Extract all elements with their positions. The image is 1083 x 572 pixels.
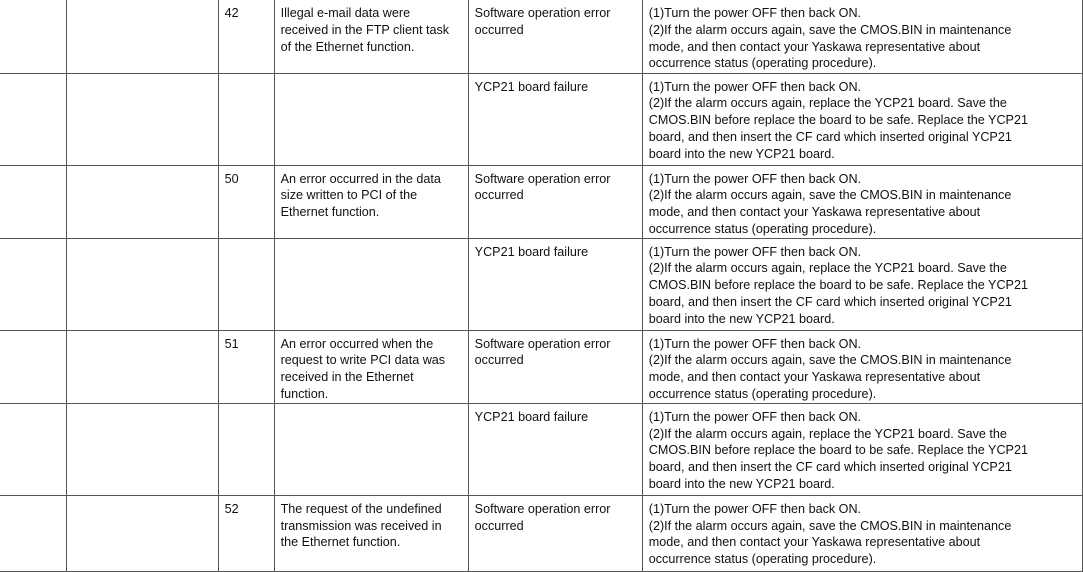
table-row [0, 0, 1083, 73]
remedy-cell [642, 165, 1082, 238]
alarm-number-cell [0, 238, 66, 330]
cause-line: Software operation error [474, 501, 611, 516]
remedy-line: occurrence status (operating procedure). [648, 552, 877, 567]
alarm-name-cell [66, 403, 218, 495]
remedy-line: (1)Turn the power OFF then back ON. [648, 6, 862, 20]
cause-line: YCP21 board failure [474, 409, 589, 424]
meaning-cell [274, 495, 468, 571]
meaning-cell [274, 165, 468, 238]
remedy-line: (2)If the alarm occurs again, replace the YCP21 board. Save the [648, 426, 1007, 441]
alarm-name-cell [66, 495, 218, 571]
remedy-cell [642, 0, 1082, 73]
alarm-name-cell [66, 73, 218, 165]
sub-code: 51 [224, 336, 239, 351]
table-row [0, 495, 1083, 571]
table-row [0, 165, 1083, 238]
alarm-number-cell [0, 330, 66, 403]
alarm-name-cell [66, 165, 218, 238]
remedy-line: board, and then insert the CF card which inserted original YCP21 [648, 295, 1012, 310]
remedy-line: (1)Turn the power OFF then back ON. [648, 501, 862, 516]
table-row [0, 238, 1083, 330]
meaning-line: The request of the undefined [280, 501, 442, 516]
meaning-line: Illegal e-mail data were [280, 6, 411, 20]
remedy-line: occurrence status (operating procedure). [648, 387, 877, 402]
remedy-line: occurrence status (operating procedure). [648, 56, 877, 71]
cause-line: Software operation error [474, 171, 611, 186]
cause-line: occurred [474, 22, 524, 37]
table-row [0, 330, 1083, 403]
sub-code-cell [218, 0, 274, 73]
meaning-line: function. [280, 387, 329, 402]
meaning-line: received in the Ethernet [280, 370, 414, 385]
remedy-line: (1)Turn the power OFF then back ON. [648, 244, 862, 259]
cause-cell [468, 330, 642, 403]
remedy-line: (2)If the alarm occurs again, save the CMOS.BIN in maintenance [648, 518, 1012, 533]
alarm-name-cell [66, 238, 218, 330]
meaning-cell [274, 73, 468, 165]
meaning-line: size written to PCI of the [280, 188, 418, 203]
cause-line: Software operation error [474, 6, 611, 20]
sub-code: 42 [224, 6, 239, 20]
remedy-line: CMOS.BIN before replace the board to be safe. Replace the YCP21 [648, 113, 1028, 128]
alarm-name-cell [66, 330, 218, 403]
remedy-line: mode, and then contact your Yaskawa representative about [648, 205, 981, 220]
sub-code-cell [218, 238, 274, 330]
sub-code-cell [218, 403, 274, 495]
remedy-line: board, and then insert the CF card which inserted original YCP21 [648, 129, 1012, 144]
meaning-line: Ethernet function. [280, 205, 380, 220]
remedy-line: (2)If the alarm occurs again, save the CMOS.BIN in maintenance [648, 22, 1012, 37]
remedy-cell [642, 73, 1082, 165]
remedy-line: (1)Turn the power OFF then back ON. [648, 336, 862, 351]
cause-line: YCP21 board failure [474, 79, 589, 94]
cause-cell [468, 403, 642, 495]
cause-cell [468, 73, 642, 165]
sub-code-cell [218, 330, 274, 403]
cause-line: Software operation error [474, 336, 611, 351]
alarm-number-cell [0, 165, 66, 238]
sub-code: 50 [224, 171, 239, 186]
alarm-number-cell [0, 73, 66, 165]
cause-cell [468, 0, 642, 73]
remedy-line: board into the new YCP21 board. [648, 311, 835, 326]
meaning-line: An error occurred when the [280, 336, 434, 351]
sub-code-cell [218, 73, 274, 165]
remedy-cell [642, 238, 1082, 330]
alarm-number-cell [0, 403, 66, 495]
meaning-line: the Ethernet function. [280, 535, 401, 550]
remedy-line: (2)If the alarm occurs again, save the CMOS.BIN in maintenance [648, 188, 1012, 203]
meaning-line: of the Ethernet function. [280, 39, 415, 54]
meaning-cell [274, 403, 468, 495]
cause-line: occurred [474, 353, 524, 368]
remedy-line: (1)Turn the power OFF then back ON. [648, 409, 862, 424]
remedy-line: (2)If the alarm occurs again, replace the YCP21 board. Save the [648, 261, 1007, 276]
remedy-line: (2)If the alarm occurs again, replace the YCP21 board. Save the [648, 96, 1007, 111]
remedy-cell [642, 403, 1082, 495]
cause-line: occurred [474, 188, 524, 203]
remedy-line: board into the new YCP21 board. [648, 477, 835, 492]
meaning-cell [274, 0, 468, 73]
remedy-line: mode, and then contact your Yaskawa representative about [648, 370, 981, 385]
cause-line: YCP21 board failure [474, 244, 589, 259]
alarm-number-cell [0, 0, 66, 73]
table-row [0, 403, 1083, 495]
alarm-name-cell [66, 0, 218, 73]
remedy-line: (1)Turn the power OFF then back ON. [648, 171, 862, 186]
remedy-line: CMOS.BIN before replace the board to be safe. Replace the YCP21 [648, 443, 1028, 458]
cause-cell [468, 238, 642, 330]
meaning-line: transmission was received in [280, 518, 442, 533]
cause-cell [468, 495, 642, 571]
remedy-line: (2)If the alarm occurs again, save the CMOS.BIN in maintenance [648, 353, 1012, 368]
remedy-cell [642, 330, 1082, 403]
sub-code-cell [218, 495, 274, 571]
alarm-number-cell [0, 495, 66, 571]
meaning-line: request to write PCI data was [280, 353, 446, 368]
remedy-line: mode, and then contact your Yaskawa representative about [648, 535, 981, 550]
remedy-line: mode, and then contact your Yaskawa representative about [648, 39, 981, 54]
remedy-line: occurrence status (operating procedure). [648, 221, 877, 236]
remedy-line: board into the new YCP21 board. [648, 146, 835, 161]
cause-cell [468, 165, 642, 238]
sub-code-cell [218, 165, 274, 238]
remedy-line: (1)Turn the power OFF then back ON. [648, 79, 862, 94]
sub-code: 52 [224, 501, 239, 516]
meaning-line: An error occurred in the data [280, 171, 441, 186]
remedy-line: CMOS.BIN before replace the board to be safe. Replace the YCP21 [648, 278, 1028, 293]
table-row [0, 73, 1083, 165]
meaning-cell [274, 330, 468, 403]
remedy-cell [642, 495, 1082, 571]
meaning-cell [274, 238, 468, 330]
cause-line: occurred [474, 518, 524, 533]
remedy-line: board, and then insert the CF card which inserted original YCP21 [648, 460, 1012, 475]
meaning-line: received in the FTP client task [280, 22, 450, 37]
